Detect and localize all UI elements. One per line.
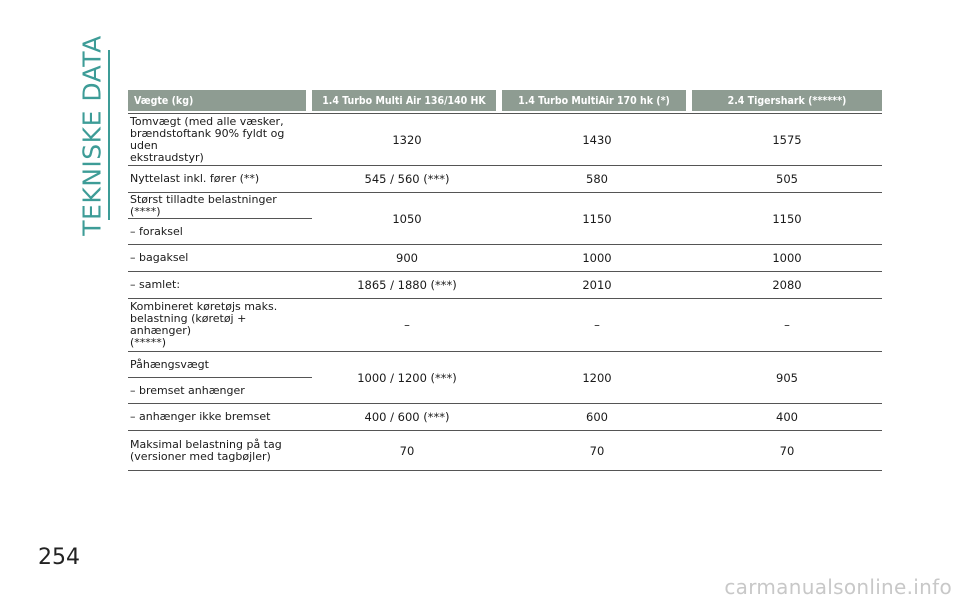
table-row xyxy=(128,299,882,352)
row-value: 900 xyxy=(312,245,502,272)
row-value: 1200 xyxy=(502,352,692,404)
row-label: Tomvægt (med alle væsker, brændstoftank 90% fyldt og uden ekstraudstyr) xyxy=(128,113,312,166)
row-value: 1000 xyxy=(502,245,692,272)
row-label: – samlet: xyxy=(128,272,312,299)
header-weights: Vægte (kg) xyxy=(128,90,312,113)
row-value: – xyxy=(502,299,692,352)
row-value: 1865 / 1880 (***) xyxy=(312,272,502,299)
table-row xyxy=(128,166,882,193)
row-value: 1320 xyxy=(312,113,502,166)
table-row xyxy=(128,113,882,166)
row-value: 70 xyxy=(692,431,882,471)
row-label: Påhængsvægt xyxy=(128,352,312,378)
row-value: – xyxy=(692,299,882,352)
table-row xyxy=(128,352,882,378)
row-label: Maksimal belastning på tag (versioner med tagbøjler) xyxy=(128,431,312,471)
row-value: 70 xyxy=(502,431,692,471)
row-value: 1150 xyxy=(692,193,882,245)
row-value: 505 xyxy=(692,166,882,193)
row-label: Nyttelast inkl. fører (**) xyxy=(128,166,312,193)
table-row xyxy=(128,431,882,471)
row-value: 1575 xyxy=(692,113,882,166)
row-label: – foraksel xyxy=(128,219,312,245)
row-value: 400 xyxy=(692,404,882,431)
table-row xyxy=(128,404,882,431)
side-section-title: TEKNISKE DATA xyxy=(77,34,107,236)
row-label: – bagaksel xyxy=(128,245,312,272)
row-value: 2010 xyxy=(502,272,692,299)
row-value: 1150 xyxy=(502,193,692,245)
row-value: 1050 xyxy=(312,193,502,245)
row-value: 1000 / 1200 (***) xyxy=(312,352,502,404)
header-engine-1-4-170: 1.4 Turbo MultiAir 170 hk (*) xyxy=(502,90,692,113)
row-value: 1000 xyxy=(692,245,882,272)
row-value: 400 / 600 (***) xyxy=(312,404,502,431)
row-value: 1430 xyxy=(502,113,692,166)
page-number: 254 xyxy=(38,545,80,570)
row-value: 2080 xyxy=(692,272,882,299)
watermark-text: carmanualsonline.info xyxy=(724,575,952,599)
row-value: 580 xyxy=(502,166,692,193)
row-label: – bremset anhænger xyxy=(128,378,312,404)
row-label: Kombineret køretøjs maks. belastning (køretøj + anhænger) (*****) xyxy=(128,299,312,352)
row-value: 905 xyxy=(692,352,882,404)
header-engine-2-4: 2.4 Tigershark (******) xyxy=(692,90,882,113)
table-row xyxy=(128,245,882,272)
weights-table xyxy=(128,90,882,471)
row-value: 70 xyxy=(312,431,502,471)
side-title-rule xyxy=(108,50,110,220)
row-label: – anhænger ikke bremset xyxy=(128,404,312,431)
table-header-row xyxy=(128,90,882,113)
table-row xyxy=(128,272,882,299)
table-row xyxy=(128,193,882,219)
header-engine-1-4-136: 1.4 Turbo Multi Air 136/140 HK xyxy=(312,90,502,113)
row-label: Størst tilladte belastninger (****) xyxy=(128,193,312,219)
row-value: – xyxy=(312,299,502,352)
row-value: 545 / 560 (***) xyxy=(312,166,502,193)
row-value: 600 xyxy=(502,404,692,431)
